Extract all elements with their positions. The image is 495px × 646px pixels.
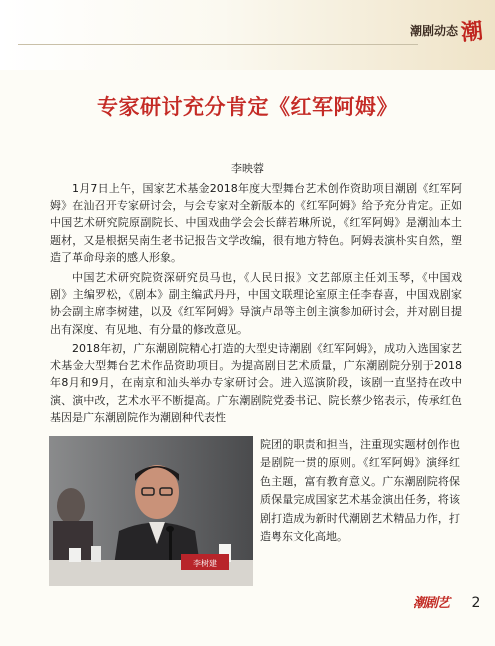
paragraph-1: 1月7日上午，国家艺术基金2018年度大型舞台艺术创作资助项目潮剧《红军阿姆》在汕召开专家研讨会，与会专家对全新版本的《红军阿姆》给予充分肯定。正如中国艺术研究院原副院长、中国戏曲学会会长薛若琳所说，《红军阿姆》是潮汕本土题材，又是根据吴南生老书记报告文学改编，很有地方特色。阿姆表演朴实自然，塑造了革命母亲的感人形象。 [50,182,462,264]
magazine-logo: 潮 [459,17,485,47]
article-title: 专家研讨充分肯定《红军阿姆》 [97,95,398,119]
meeting-photo [49,436,253,586]
paragraph-3-continued: 院团的职责和担当，注重现实题材创作也是剧院一贯的原则。《红军阿姆》演绎红色主题，富有教育意义。广东潮剧院将保质保量完成国家艺术基金演出任务，将该剧打造成为新时代潮剧艺术精品力作，打造粤东文化高地。 [260,438,460,544]
nameplate-text: 李树建 [193,559,217,568]
page-number: 2 [471,595,481,611]
paragraph-2: 中国艺术研究院资深研究员马也，《人民日报》文艺部原主任刘玉琴，《中国戏剧》主编罗松，《剧本》副主编武丹丹，中国文联理论室原主任李春喜，中国戏剧家协会副主席李树建，以及《红军阿姆》导演卢昂等主创主演参加研讨会，并对剧目提出有深度、有见地、有分量的修改意见。 [50,271,462,336]
article-author: 李映蓉 [231,162,264,175]
section-label: 潮剧动态 [409,24,458,38]
footer-logo: 潮剧艺 [413,596,450,611]
header-rule [18,44,418,45]
paragraph-3: 2018年初，广东潮剧院精心打造的大型史诗潮剧《红军阿姆》，成功入选国家艺术基金大型舞台艺术作品资助项目。为提高剧目艺术质量，广东潮剧院分别于2018年8月和9月，在南京和汕头举办专家研讨会。进入巡演阶段，该剧一直坚持在改中演、演中改，艺术水平不断提高。广东潮剧院党委书记、院长蔡少铭表示，传承红色基因是广东潮剧院作为潮剧种代表性 [50,342,462,424]
